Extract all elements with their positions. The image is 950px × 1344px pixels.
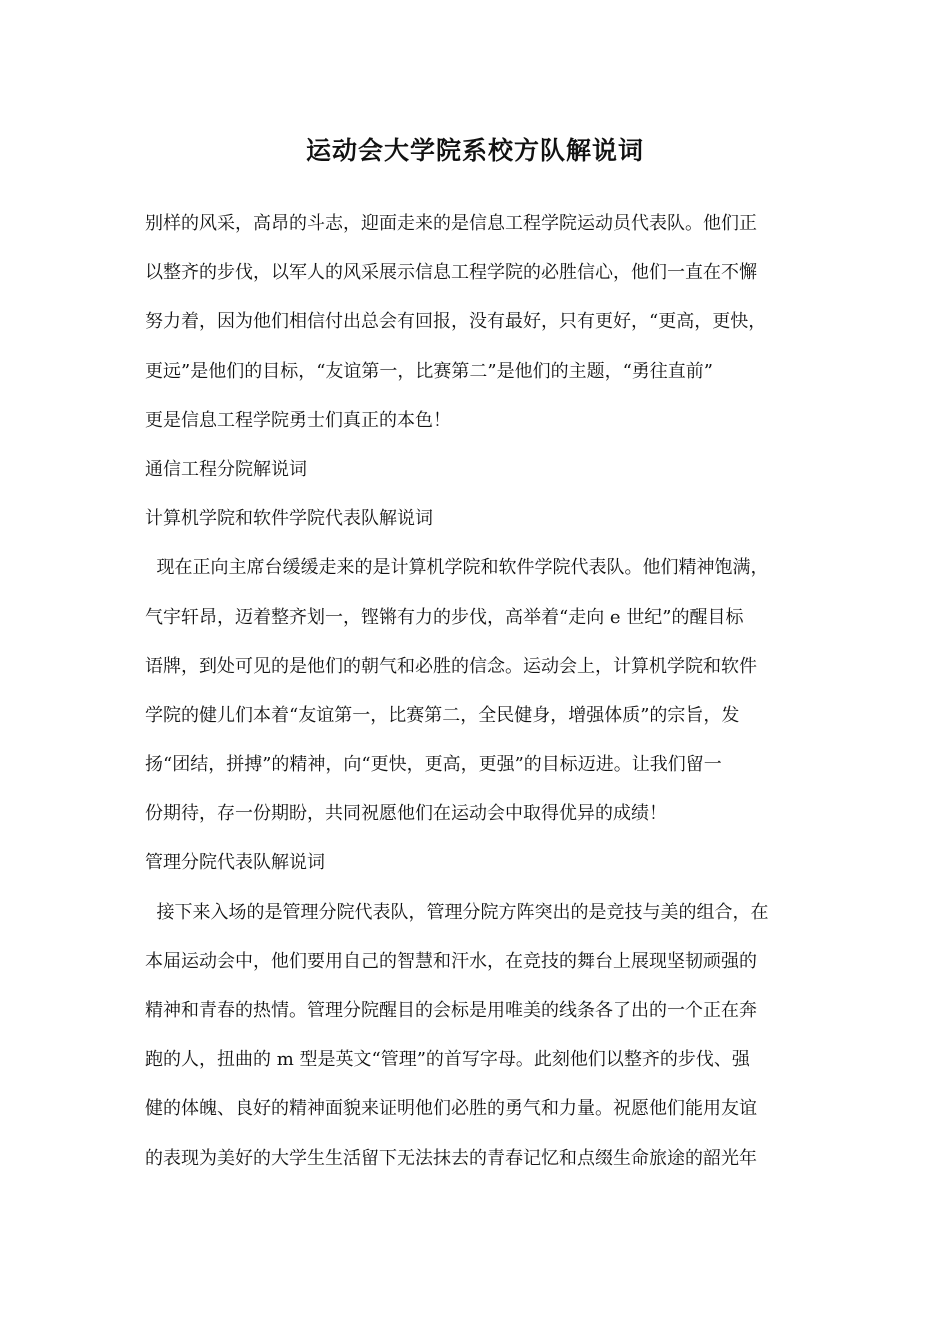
paragraph-line: 扬“团结，拼搏”的精神，向“更快，更高，更强”的目标迈进。让我们留一 xyxy=(145,754,722,776)
paragraph-line: 以整齐的步伐，以军人的风采展示信息工程学院的必胜信心，他们一直在不懈 xyxy=(145,262,757,284)
paragraph-line: 本届运动会中，他们要用自己的智慧和汗水，在竞技的舞台上展现坚韧顽强的 xyxy=(145,950,757,972)
paragraph-line: 现在正向主席台缓缓走来的是计算机学院和软件学院代表队。他们精神饱满， xyxy=(145,557,769,579)
paragraph-line: 接下来入场的是管理分院代表队，管理分院方阵突出的是竞技与美的组合，在 xyxy=(145,901,769,923)
paragraph-line: 别样的风采，高昂的斗志，迎面走来的是信息工程学院运动员代表队。他们正 xyxy=(145,213,757,234)
paragraph-line: 更是信息工程学院勇士们真正的本色！ xyxy=(145,409,451,431)
paragraph-line: 健的体魄、良好的精神面貌来证明他们必胜的勇气和力量。祝愿他们能用友谊 xyxy=(145,1098,757,1120)
paragraph-line: 更远”是他们的目标，“友谊第一，比赛第二”是他们的主题，“勇往直前” xyxy=(145,360,714,382)
paragraph-line: 气宇轩昂，迈着整齐划一，铿锵有力的步伐，高举着“走向 e 世纪”的醒目标 xyxy=(145,606,744,628)
document-title: 运动会大学院系校方队解说词 xyxy=(305,136,644,165)
section-heading: 计算机学院和软件学院代表队解说词 xyxy=(145,508,433,530)
section-heading: 通信工程分院解说词 xyxy=(145,458,307,480)
paragraph-line: 语牌，到处可见的是他们的朝气和必胜的信念。运动会上，计算机学院和软件 xyxy=(145,655,757,677)
section-heading: 管理分院代表队解说词 xyxy=(145,852,325,874)
paragraph-line: 精神和青春的热情。管理分院醒目的会标是用唯美的线条各了出的一个正在奔 xyxy=(145,1000,757,1021)
paragraph-line: 努力着，因为他们相信付出总会有回报，没有最好，只有更好，“更高，更快， xyxy=(145,311,767,333)
paragraph-line: 跑的人，扭曲的 m 型是英文“管理”的首写字母。此刻他们以整齐的步伐、强 xyxy=(145,1049,750,1071)
document-body xyxy=(145,199,815,1183)
paragraph-line: 份期待，存一份期盼，共同祝愿他们在运动会中取得优异的成绩！ xyxy=(145,803,667,825)
paragraph-line: 学院的健儿们本着“友谊第一，比赛第二，全民健身，增强体质”的宗旨，发 xyxy=(145,704,740,726)
paragraph-line: 的表现为美好的大学生生活留下无法抹去的青春记忆和点缀生命旅途的韶光年 xyxy=(145,1147,757,1169)
